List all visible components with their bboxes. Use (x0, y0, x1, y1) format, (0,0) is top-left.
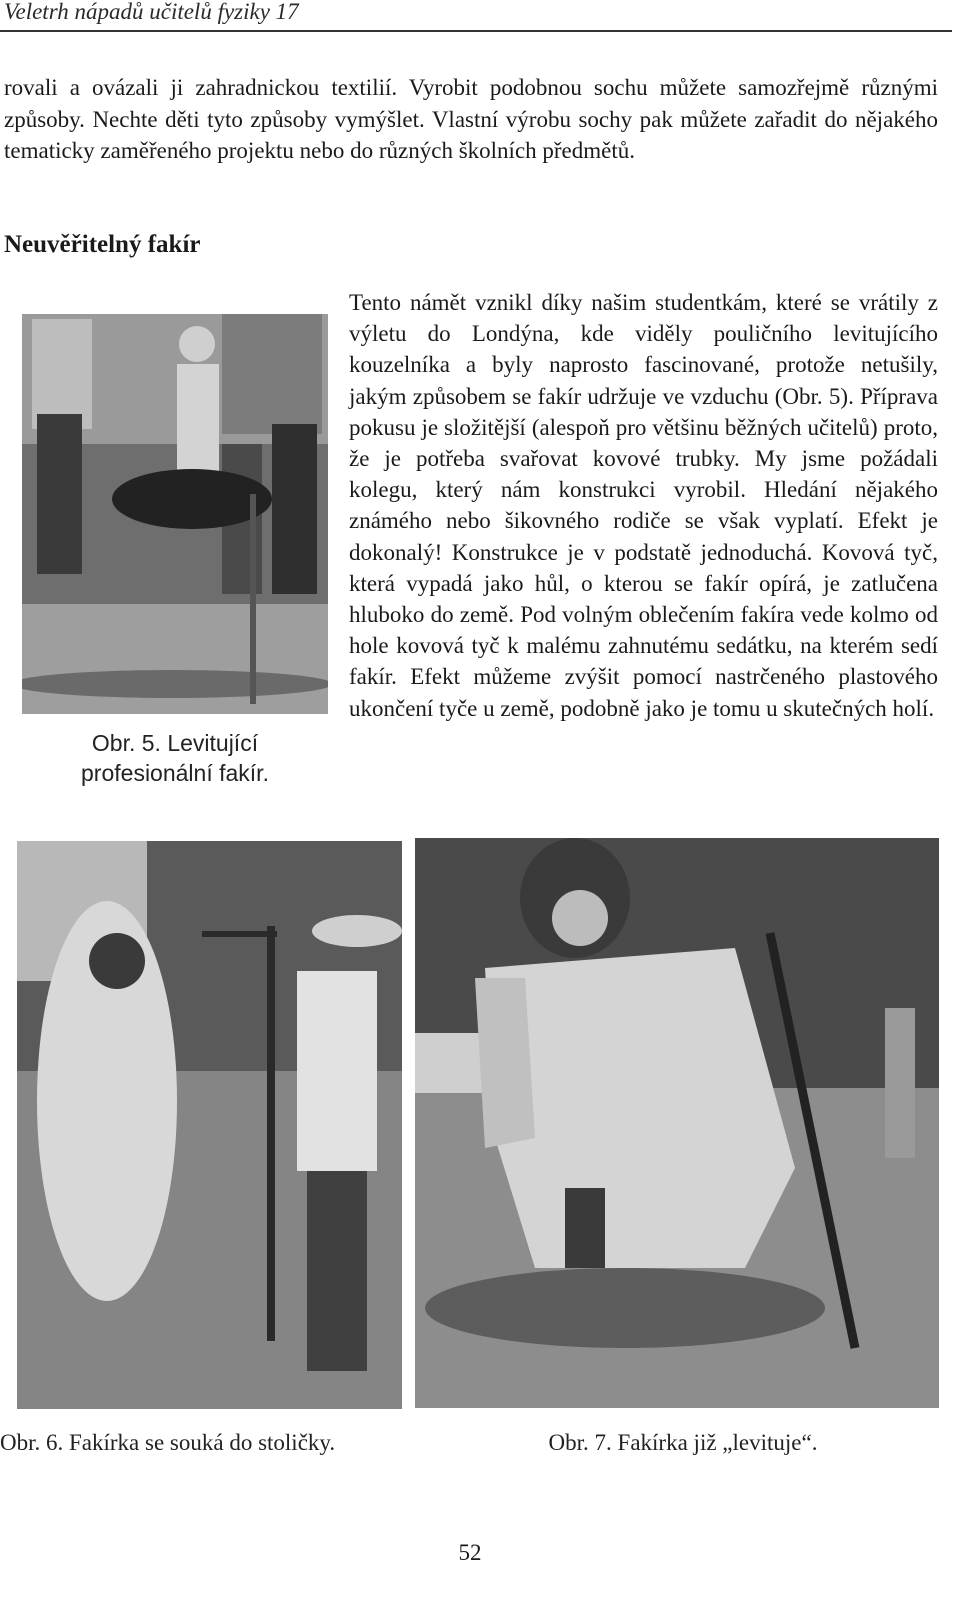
page-number: 52 (458, 1540, 482, 1565)
intro-paragraph: rovali a ovázali ji zahradnickou textilií. Vyrobit podobnou sochu můžete samozřejmě různými způsoby. Nechte děti tyto způsoby vymýšlet. Vlastní výrobu sochy pak můžete zařadit do nějakého tematicky zaměřeného projektu nebo do různých školních předmětů. (4, 75, 938, 163)
figure-5-caption (22, 728, 328, 788)
section-body: Tento námět vznikl díky našim studentkám, které se vrátily z výletu do Londýna, kde viděly pouličního levitujícího kouzelníka a byly naprosto fascinované, protože netušily, jakým způsobem se fakír udržuje ve vzduchu (Obr. 5). Příprava pokusu je složitější (alespoň pro většinu běžných učitelů) proto, že je potřeba svařovat kovové trubky. My jsme požádali kolegu, který nám konstrukci vyrobil. Hledání nějakého známého nebo šikovného rodiče se však vyplatí. Efekt je dokonalý! Konstrukce je v podstatě jednoduchá. Kovová tyč, která vypadá jako hůl, o kterou se fakír opírá, je zatlučena hluboko do země. Pod volným oblečením fakíra vede kolmo od hole kovová tyč k malému zahnutému sedátku, na kterém sedí fakír. Efekt můžeme zvýšit pomocí nastrčeného plastového ukončení tyče u země, podobně jako je tomu u skutečných holí. (349, 290, 938, 721)
running-header: Veletrh nápadů učitelů fyziky 17 (4, 0, 299, 24)
figure-6-photo (17, 841, 402, 1409)
figure-5-photo (22, 314, 328, 714)
figure-6-caption: Obr. 6. Fakírka se souká do stoličky. (0, 1430, 336, 1455)
figure-5-caption-line-2: profesionální fakír. (81, 760, 269, 786)
header-rule (0, 30, 952, 32)
section-heading: Neuvěřitelný fakír (4, 231, 201, 258)
figure-5-caption-line-1: Obr. 5. Levitující (91, 730, 259, 756)
figure-7-caption: Obr. 7. Fakírka již „levituje“. (548, 1430, 818, 1455)
figure-7-photo (415, 838, 939, 1408)
